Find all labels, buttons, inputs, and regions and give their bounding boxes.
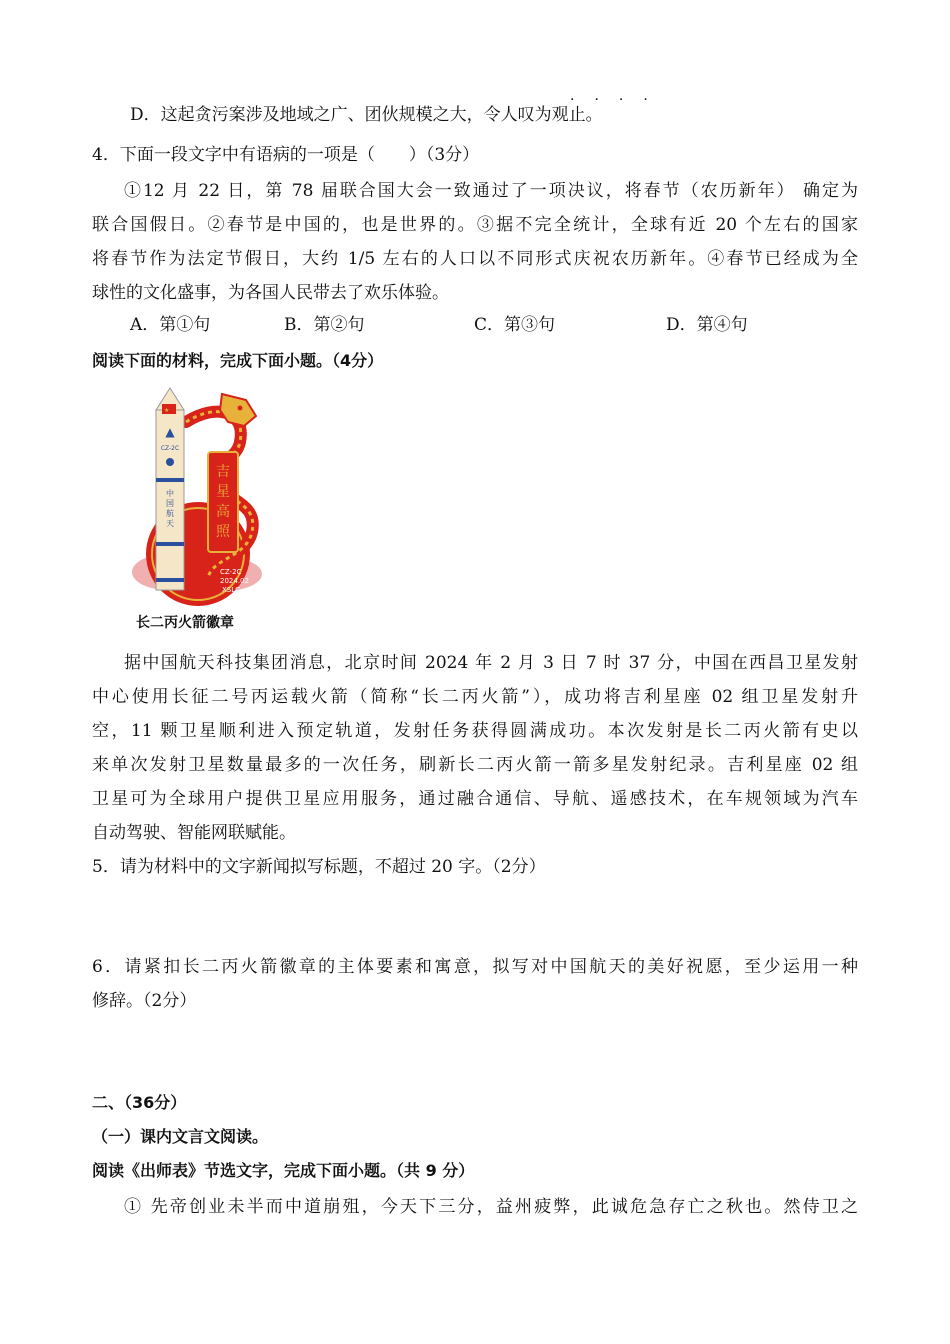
q5-stem: 5．请为材料中的文字新闻拟写标题，不超过 20 字。（2分） (92, 857, 546, 877)
q4-option-c: C．第③句 (474, 315, 556, 335)
rocket-logo-icon: ▲ (165, 425, 175, 439)
q4-stem: 4．下面一段文字中有语病的一项是（ ）（3分） (92, 145, 480, 165)
banner-char: 星 (216, 484, 230, 500)
q4-option-d: D．第④句 (666, 315, 748, 335)
news-line: 来单次发射卫星数量最多的一次任务，刷新长二丙火箭一箭多星发射纪录。吉利星座 02 组 (92, 755, 858, 775)
badge-caption: 长二丙火箭徽章 (136, 615, 234, 631)
news-line: 中心使用长征二号丙运载火箭（简称“长二丙火箭”），成功将吉利星座 02 组卫星发射升 (92, 687, 858, 707)
rocket-char: 航 (166, 509, 174, 518)
rocket-emblem-icon (166, 458, 174, 466)
section2-heading: 二、（36分） (92, 1093, 187, 1112)
banner-char: 照 (216, 524, 230, 540)
section2-intro: 阅读《出师表》节选文字，完成下面小题。（共 9 分） (92, 1161, 475, 1180)
q4-option-b: B．第②句 (284, 315, 365, 335)
rocket-badge-image (128, 382, 264, 608)
stamp-line: CZ-2C (220, 568, 242, 576)
stamp-line: 2024.02 (220, 577, 249, 585)
q4-option-a: A．第①句 (130, 315, 211, 335)
rocket-char: 国 (166, 499, 174, 508)
reading-intro: 阅读下面的材料，完成下面小题。（4分） (92, 351, 384, 370)
dragon-eye (238, 406, 243, 411)
rocket-char: 天 (166, 519, 174, 528)
rocket-stripe (156, 578, 184, 582)
news-line: 空，11 颗卫星顺利进入预定轨道，发射任务获得圆满成功。本次发射是长二丙火箭有史以 (92, 721, 858, 741)
news-line: 据中国航天科技集团消息，北京时间 2024 年 2 月 3 日 7 时 37 分，中国在西昌卫星发射 (124, 653, 858, 673)
emphasis-dots: ···· (570, 92, 668, 108)
rocket-char: 中 (166, 489, 174, 498)
flag-star: ★ (164, 407, 170, 414)
news-line: 自动驾驶、智能网联赋能。 (92, 823, 296, 843)
section2-text: ① 先帝创业未半而中道崩殂，今天下三分，益州疲弊，此诚危急存亡之秋也。然侍卫之 (124, 1197, 858, 1217)
q4-passage-line: 联合国假日。②春节是中国的，也是世界的。③据不完全统计，全球有近 20 个左右的国家 (92, 215, 858, 235)
dragon-head (220, 394, 256, 426)
banner-char: 吉 (216, 464, 230, 480)
q4-passage-line: 球性的文化盛事，为各国人民带去了欢乐体验。 (92, 283, 449, 303)
banner-char: 高 (216, 504, 230, 520)
q3-option-d: D．这起贪污案涉及地域之广、团伙规模之大，令人叹为观止。 (130, 105, 603, 125)
q4-passage-line: 将春节作为法定节假日，大约 1/5 左右的人口以不同形式庆祝农历新年。④春节已经成为全 (92, 249, 858, 269)
rocket-stripe (156, 542, 184, 546)
rocket-label: CZ-2C (160, 445, 180, 452)
q6-stem-line: 修辞。（2分） (92, 991, 197, 1011)
q6-stem-line: 6．请紧扣长二丙火箭徽章的主体要素和寓意，拟写对中国航天的美好祝愿，至少运用一种 (92, 957, 858, 977)
section2-sub: （一）课内文言文阅读。 (92, 1127, 269, 1146)
news-line: 卫星可为全球用户提供卫星应用服务，通过融合通信、导航、遥感技术，在车规领域为汽车 (92, 789, 858, 809)
rocket-stripe (156, 478, 184, 482)
stamp-line: XSLC (222, 586, 241, 594)
q4-passage-line: ①12 月 22 日，第 78 届联合国大会一致通过了一项决议，将春节（农历新年） 确定为 (124, 181, 858, 201)
